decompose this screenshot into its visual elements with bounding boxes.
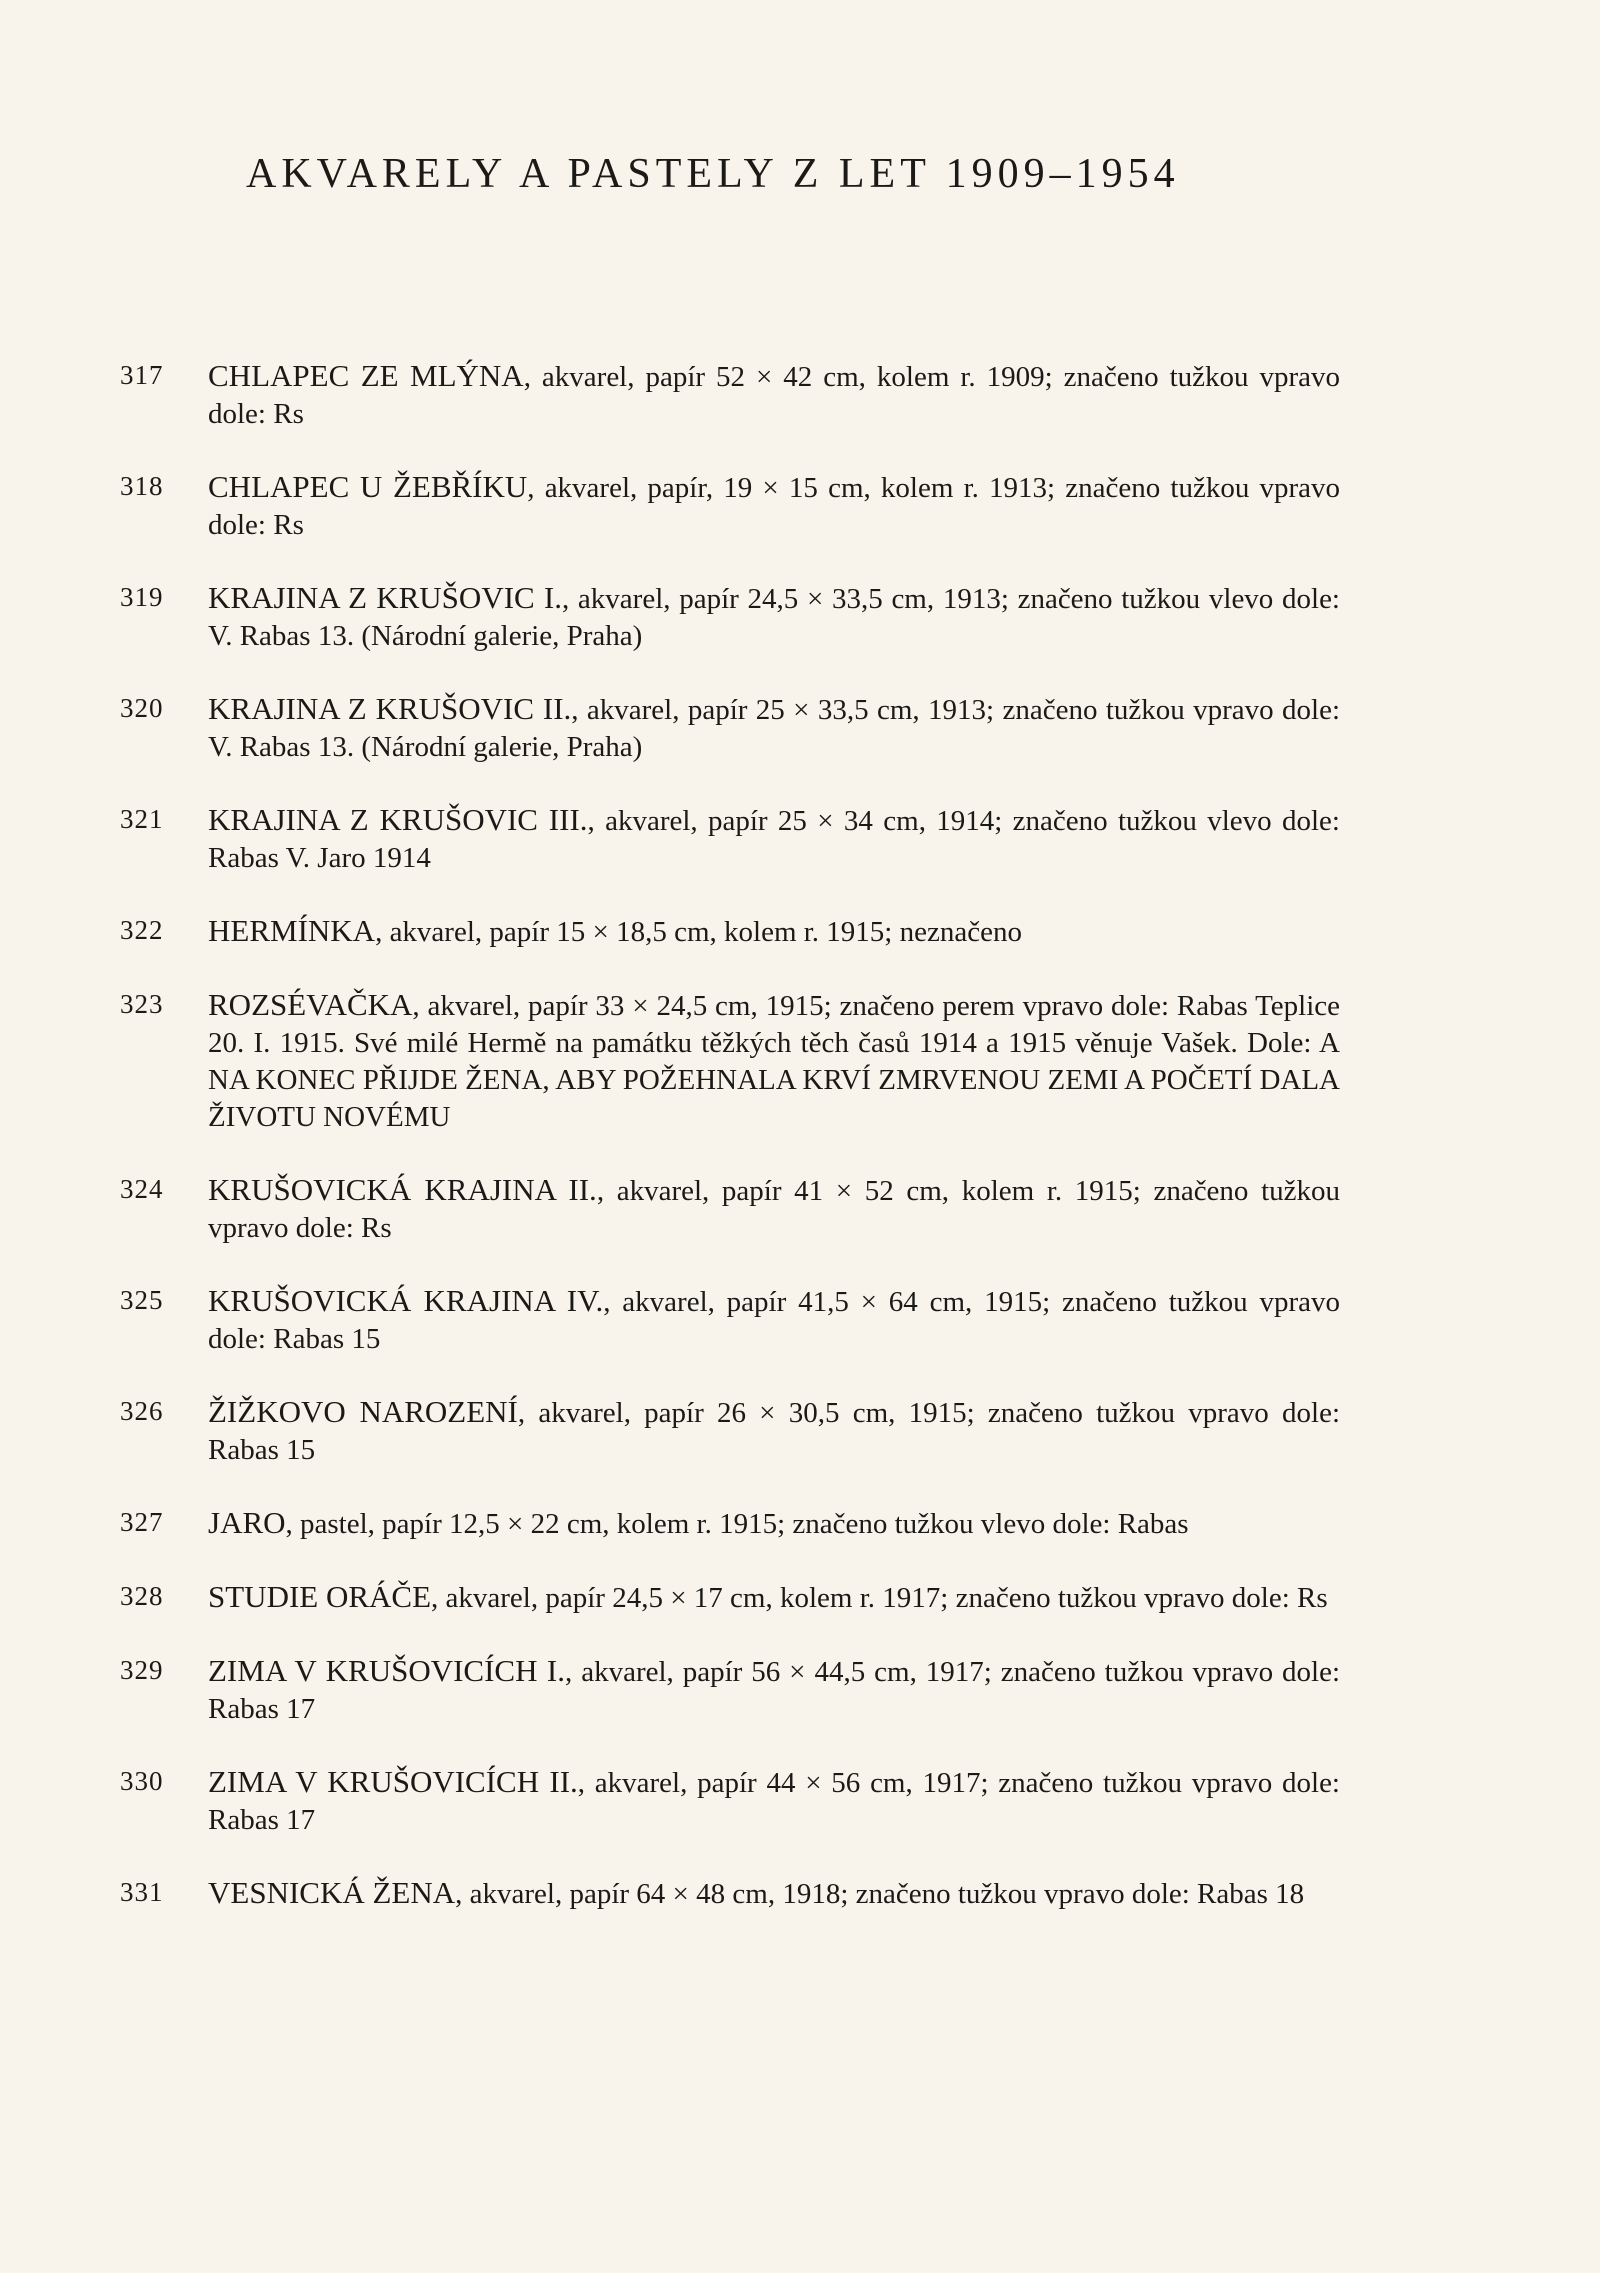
catalog-entry <box>120 912 1340 951</box>
entry-text: , akvarel, papír 52 × 42 cm, kolem r. 1909; značeno tužkou vpravo dole: Rs <box>208 361 1340 430</box>
catalog-entry <box>120 1874 1340 1913</box>
entry-number: 323 <box>120 989 164 1019</box>
entry-text: , akvarel, papír 24,5 × 17 cm, kolem r. 1917; značeno tužkou vpravo dole: Rs <box>431 1582 1328 1614</box>
entry-title: ZIMA V KRUŠOVICÍCH I. <box>208 1653 566 1688</box>
catalog-entry <box>120 1393 1340 1469</box>
entry-text: , akvarel, papír, 19 × 15 cm, kolem r. 1913; značeno tužkou vpravo dole: Rs <box>208 472 1341 541</box>
catalog-entry <box>120 357 1340 433</box>
catalog-list <box>120 357 1340 1948</box>
entry-title: KRAJINA Z KRUŠOVIC III. <box>208 802 588 837</box>
entry-text: , akvarel, papír 56 × 44,5 cm, 1917; značeno tužkou vpravo dole: Rabas 17 <box>208 1656 1341 1725</box>
entry-title: STUDIE ORÁČE <box>208 1579 432 1614</box>
entry-number: 322 <box>120 915 164 945</box>
catalog-entry <box>120 1171 1340 1247</box>
entry-number: 324 <box>120 1174 164 1204</box>
entry-text: , akvarel, papír 25 × 34 cm, 1914; značeno tužkou vlevo dole: Rabas V. Jaro 1914 <box>208 805 1340 874</box>
entry-title: CHLAPEC U ŽEBŘÍKU <box>208 469 528 504</box>
entry-number: 317 <box>120 360 164 390</box>
catalog-entry <box>120 468 1340 544</box>
entry-title: KRUŠOVICKÁ KRAJINA II. <box>208 1172 597 1207</box>
catalog-entry <box>120 1652 1340 1728</box>
entry-text: , akvarel, papír 26 × 30,5 cm, 1915; značeno tužkou vpravo dole: Rabas 15 <box>208 1397 1340 1466</box>
entry-number: 321 <box>120 804 164 834</box>
entry-title: KRUŠOVICKÁ KRAJINA IV. <box>208 1283 604 1318</box>
entry-text: , akvarel, papír 64 × 48 cm, 1918; značeno tužkou vpravo dole: Rabas 18 <box>455 1878 1305 1910</box>
entry-number: 318 <box>120 471 164 501</box>
entry-title: KRAJINA Z KRUŠOVIC II. <box>208 691 572 726</box>
entry-text: , akvarel, papír 25 × 33,5 cm, 1913; značeno tužkou vpravo dole: V. Rabas 13. (Národní galerie, Praha) <box>208 694 1340 763</box>
entry-text: , akvarel, papír 24,5 × 33,5 cm, 1913; značeno tužkou vlevo dole: V. Rabas 13. (Národní galerie, Praha) <box>208 583 1340 652</box>
entry-number: 328 <box>120 1581 164 1611</box>
entry-title: CHLAPEC ZE MLÝNA <box>208 358 524 393</box>
catalog-entry <box>120 801 1340 877</box>
catalog-entry <box>120 1282 1340 1358</box>
entry-number: 327 <box>120 1507 164 1537</box>
entry-title: ZIMA V KRUŠOVICÍCH II. <box>208 1764 578 1799</box>
entry-number: 325 <box>120 1285 164 1315</box>
entry-number: 319 <box>120 582 164 612</box>
entry-title: JARO <box>208 1505 286 1540</box>
catalog-entry <box>120 1578 1340 1617</box>
entry-text: , akvarel, papír 44 × 56 cm, 1917; značeno tužkou vpravo dole: Rabas 17 <box>208 1767 1340 1836</box>
entry-number: 326 <box>120 1396 164 1426</box>
entry-text: , akvarel, papír 33 × 24,5 cm, 1915; značeno perem vpravo dole: Rabas Teplice 20. I. 1915. Své milé Hermě na památku těžkých těch časů 1914 a 1915 věnuje Vašek. Dole: A NA KONEC PŘIJDE ŽENA, ABY POŽEHNALA KRVÍ ZMRVENOU ZEMI A POČETÍ DALA ŽIVOTU NOVÉMU <box>208 990 1340 1133</box>
entry-text: , akvarel, papír 15 × 18,5 cm, kolem r. 1915; neznačeno <box>375 916 1022 948</box>
entry-title: ŽIŽKOVO NAROZENÍ <box>208 1394 518 1429</box>
entry-number: 320 <box>120 693 164 723</box>
catalog-entry <box>120 986 1340 1136</box>
entry-title: VESNICKÁ ŽENA <box>208 1875 456 1910</box>
catalog-entry <box>120 1504 1340 1543</box>
entry-title: KRAJINA Z KRUŠOVIC I. <box>208 580 562 615</box>
catalog-entry <box>120 1763 1340 1839</box>
entry-number: 330 <box>120 1766 164 1796</box>
catalog-entry <box>120 690 1340 766</box>
entry-text: , akvarel, papír 41 × 52 cm, kolem r. 1915; značeno tužkou vpravo dole: Rs <box>208 1175 1340 1244</box>
entry-number: 331 <box>120 1877 164 1907</box>
entry-number: 329 <box>120 1655 164 1685</box>
page-title: AKVARELY A PASTELY Z LET 1909–1954 <box>246 151 1180 197</box>
catalog-entry <box>120 579 1340 655</box>
entry-text: , akvarel, papír 41,5 × 64 cm, 1915; značeno tužkou vpravo dole: Rabas 15 <box>208 1286 1341 1355</box>
entry-title: ROZSÉVAČKA <box>208 987 413 1022</box>
entry-text: , pastel, papír 12,5 × 22 cm, kolem r. 1915; značeno tužkou vlevo dole: Rabas <box>285 1508 1189 1540</box>
entry-title: HERMÍNKA <box>208 913 376 948</box>
